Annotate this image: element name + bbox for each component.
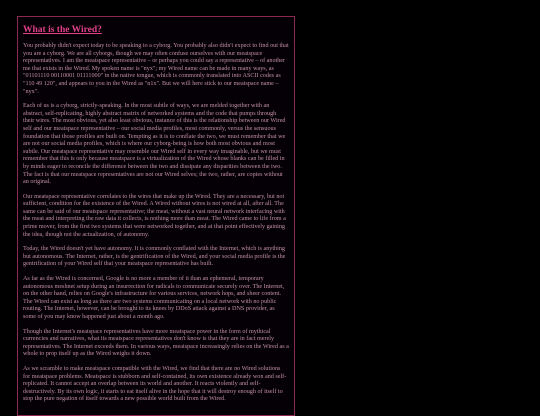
article-paragraph: Our meatspace representative correlates to the wires that make up the Wired. They are a necessary, but not sufficient, condition for the existence of the Wired. A Wired without wires is not wired at all, after all. The same can be said of our meatspace representative; the meat, without a vast neural network interfacing with the meat and interpreting the raw data it collects, is nothing more than meat. The Wired came to life from a prime mover, from the first two systems that were networked together, and at that point effectively gaining the idea, though not the actualization, of autonomy. bbox=[23, 193, 286, 238]
article-panel bbox=[17, 16, 295, 416]
article-paragraph: Though the Internet's meatspace representatives have more meatspace power in the form of mythical currencies and narratives, what its meatspace representatives don't know is that they are in fact merely representatives. The Internet exceeds them. In various ways, meatspace increasingly relies on the Wired as a whole to prop itself up as the Wired weighs it down. bbox=[23, 328, 289, 358]
article-paragraph: Each of us is a cyborg, strictly-speaking. In the most subtle of ways, we are melded together with an abstract, self-replicating, highly abstract matrix of networked systems and the code that pumps through their wires. The most obvious, yet also least obvious, instance of this is the relationship between our Wired self and our meatspace representative – our social media profiles, most commonly, versus the sensuous foundation that those profiles are built on. Tempting as it is to conflate the two, we must remember that we are not our social media profiles, which is where our cyborg-being is how both most obvious and most subtle. Our meatspace representative may resemble our Wired self in every way imaginable, but we must remember that this is only because meatspace is a virtualization of the Wired whose blanks can be filled in by minds eager to reconcile the difference between the two and dissipate any disparities between the two. The fact is that our meatspace representatives are not our Wired selves; the two, rather, are copies without an original. bbox=[23, 103, 286, 186]
article-title: What is the Wired? bbox=[23, 25, 102, 35]
article-paragraph: As we scramble to make meatspace compatible with the Wired, we find that there are no Wired solutions for meatspace problems. Meatspace is stubborn and self-contained, its own existence already won and self-replicated. It cannot accept an overlap between its world and another. It reacts violently and self-destructively. By its own logic, it starts to eat itself alive in the hope that it will destroy enough of itself to stop the pure negation of itself towards a new possible world built from the Wired. bbox=[23, 365, 287, 403]
article-paragraph: Today, the Wired doesn't yet have autonomy. It is commonly conflated with the Internet, which is anything but autonomous. The Internet, rather, is the gentrification of the Wired, and your social media profile is the gentrification of your Wired self that your meatspace representative has built. bbox=[23, 246, 286, 268]
article-paragraph: As far as the Wired is concerned, Google is no more a member of it than an ephemeral, temporary autonomous meshnet setup during an insurrection for radicals to communicate securely over. The Internet, on the other hand, relies on Google's infrastructure for various services, network hops, and sheer content. The Wired can exist as long as there are two systems communicating on a local network with no public routing. The Internet, however, can be brought to its knees by DDoS attack against a DNS provider, as some of you may know happened just about a month ago. bbox=[23, 276, 285, 320]
article-paragraph: You probably didn't expect today to be speaking to a cyborg. You probably also didn't expect to find out that you are a cyborg. We are all cyborgs, though we may often confuse ourselves with our meatspace representatives. I am the meatspace representative – or perhaps you could say a representative – of another me that exists in the Wired. My spoken name is "nyx"; my Wired name can be made in many ways, as "01101110 00110001 01111000" in the native tongue, which is commonly translated into ASCII codes as "110 49 120", and appears to you in the Wired as "n1x". But we will here stick to our meatspace name – "nyx". bbox=[23, 43, 289, 95]
